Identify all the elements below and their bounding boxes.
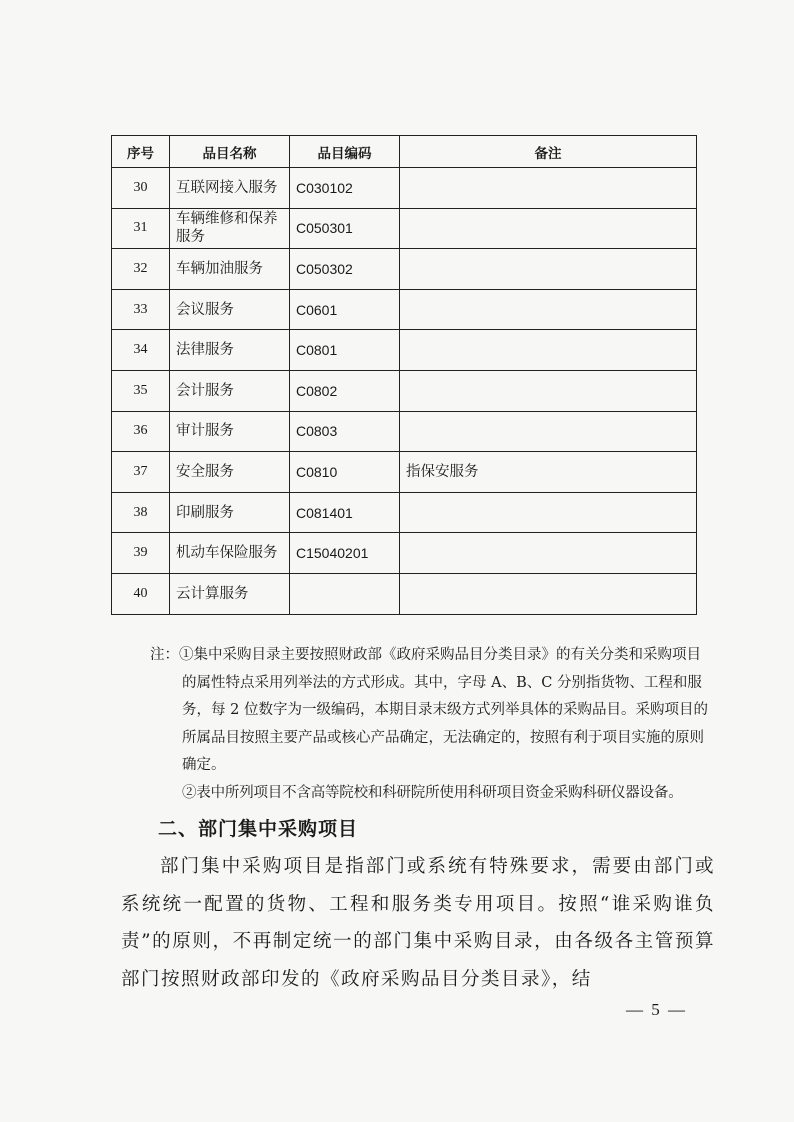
cell-remarks: [400, 411, 697, 452]
cell-item-name: 安全服务: [170, 452, 290, 493]
cell-item-name: 互联网接入服务: [170, 168, 290, 209]
note-2: ②表中所列项目不含高等院校和科研院所使用科研项目资金采购科研仪器设备。: [182, 784, 683, 801]
cell-item-code: C15040201: [290, 533, 400, 574]
note-1: 注：①集中采购目录主要按照财政部《政府采购品目分类目录》的有关分类和采购项目的属性特点采用列举法的方式形成。其中，字母 A、B、C 分别指货物、工程和服务，每 2 位数字为一级编码，本期目录末级方式列举具体的采购品目。采购项目的所属品目按照主要产品或核心产品确定，无法确定的，按照有利于项目实施的原则确定。: [150, 647, 708, 773]
table-row: [112, 289, 697, 330]
cell-serial-no: 37: [112, 452, 170, 493]
cell-remarks: [400, 168, 697, 209]
cell-item-code: C050301: [290, 208, 400, 249]
cell-serial-no: 36: [112, 411, 170, 452]
procurement-catalog-table: [111, 135, 697, 615]
table-header-row: [112, 136, 697, 168]
cell-item-name: 车辆加油服务: [170, 249, 290, 290]
cell-remarks: [400, 533, 697, 574]
cell-remarks: [400, 573, 697, 614]
header-remarks: 备注: [400, 136, 697, 168]
cell-item-name: 印刷服务: [170, 492, 290, 533]
table-row: [112, 208, 697, 249]
cell-item-name: 会议服务: [170, 289, 290, 330]
cell-item-name: 机动车保险服务: [170, 533, 290, 574]
cell-remarks: [400, 370, 697, 411]
cell-remarks: [400, 330, 697, 371]
section-paragraph: 部门集中采购项目是指部门或系统有特殊要求，需要由部门或系统统一配置的货物、工程和服务类专用项目。按照“谁采购谁负责”的原则，不再制定统一的部门集中采购目录，由各级各主管预算部门按照财政部印发的《政府采购品目分类目录》，结: [121, 856, 715, 990]
cell-item-code: C0601: [290, 289, 400, 330]
table-row: [112, 533, 697, 574]
cell-remarks: [400, 289, 697, 330]
table-row: [112, 492, 697, 533]
cell-item-code: C030102: [290, 168, 400, 209]
cell-serial-no: 34: [112, 330, 170, 371]
cell-item-code: C050302: [290, 249, 400, 290]
cell-item-name: 法律服务: [170, 330, 290, 371]
cell-item-name: 审计服务: [170, 411, 290, 452]
cell-remarks: [400, 492, 697, 533]
table-row: [112, 370, 697, 411]
cell-serial-no: 32: [112, 249, 170, 290]
cell-serial-no: 33: [112, 289, 170, 330]
cell-remarks: [400, 249, 697, 290]
cell-item-code: C0810: [290, 452, 400, 493]
section-heading: 二、部门集中采购项目: [158, 818, 359, 840]
table-row: [112, 573, 697, 614]
table-row: [112, 452, 697, 493]
table-notes: [150, 642, 710, 807]
cell-item-name: 车辆维修和保养服务: [170, 208, 290, 249]
table-row: [112, 330, 697, 371]
cell-serial-no: 38: [112, 492, 170, 533]
cell-serial-no: 31: [112, 208, 170, 249]
cell-item-code: C0802: [290, 370, 400, 411]
header-item-name: 品目名称: [170, 136, 290, 168]
table-row: [112, 411, 697, 452]
cell-item-code: C081401: [290, 492, 400, 533]
page-number: — 5 —: [626, 1000, 687, 1019]
cell-item-name: 会计服务: [170, 370, 290, 411]
cell-serial-no: 35: [112, 370, 170, 411]
cell-remarks: [400, 208, 697, 249]
cell-item-code: C0803: [290, 411, 400, 452]
cell-serial-no: 39: [112, 533, 170, 574]
cell-serial-no: 40: [112, 573, 170, 614]
cell-item-code: [290, 573, 400, 614]
table-row: [112, 249, 697, 290]
header-item-code: 品目编码: [290, 136, 400, 168]
cell-item-code: C0801: [290, 330, 400, 371]
header-serial-no: 序号: [112, 136, 170, 168]
cell-remarks: 指保安服务: [400, 452, 697, 493]
cell-serial-no: 30: [112, 168, 170, 209]
table-row: [112, 168, 697, 209]
cell-item-name: 云计算服务: [170, 573, 290, 614]
